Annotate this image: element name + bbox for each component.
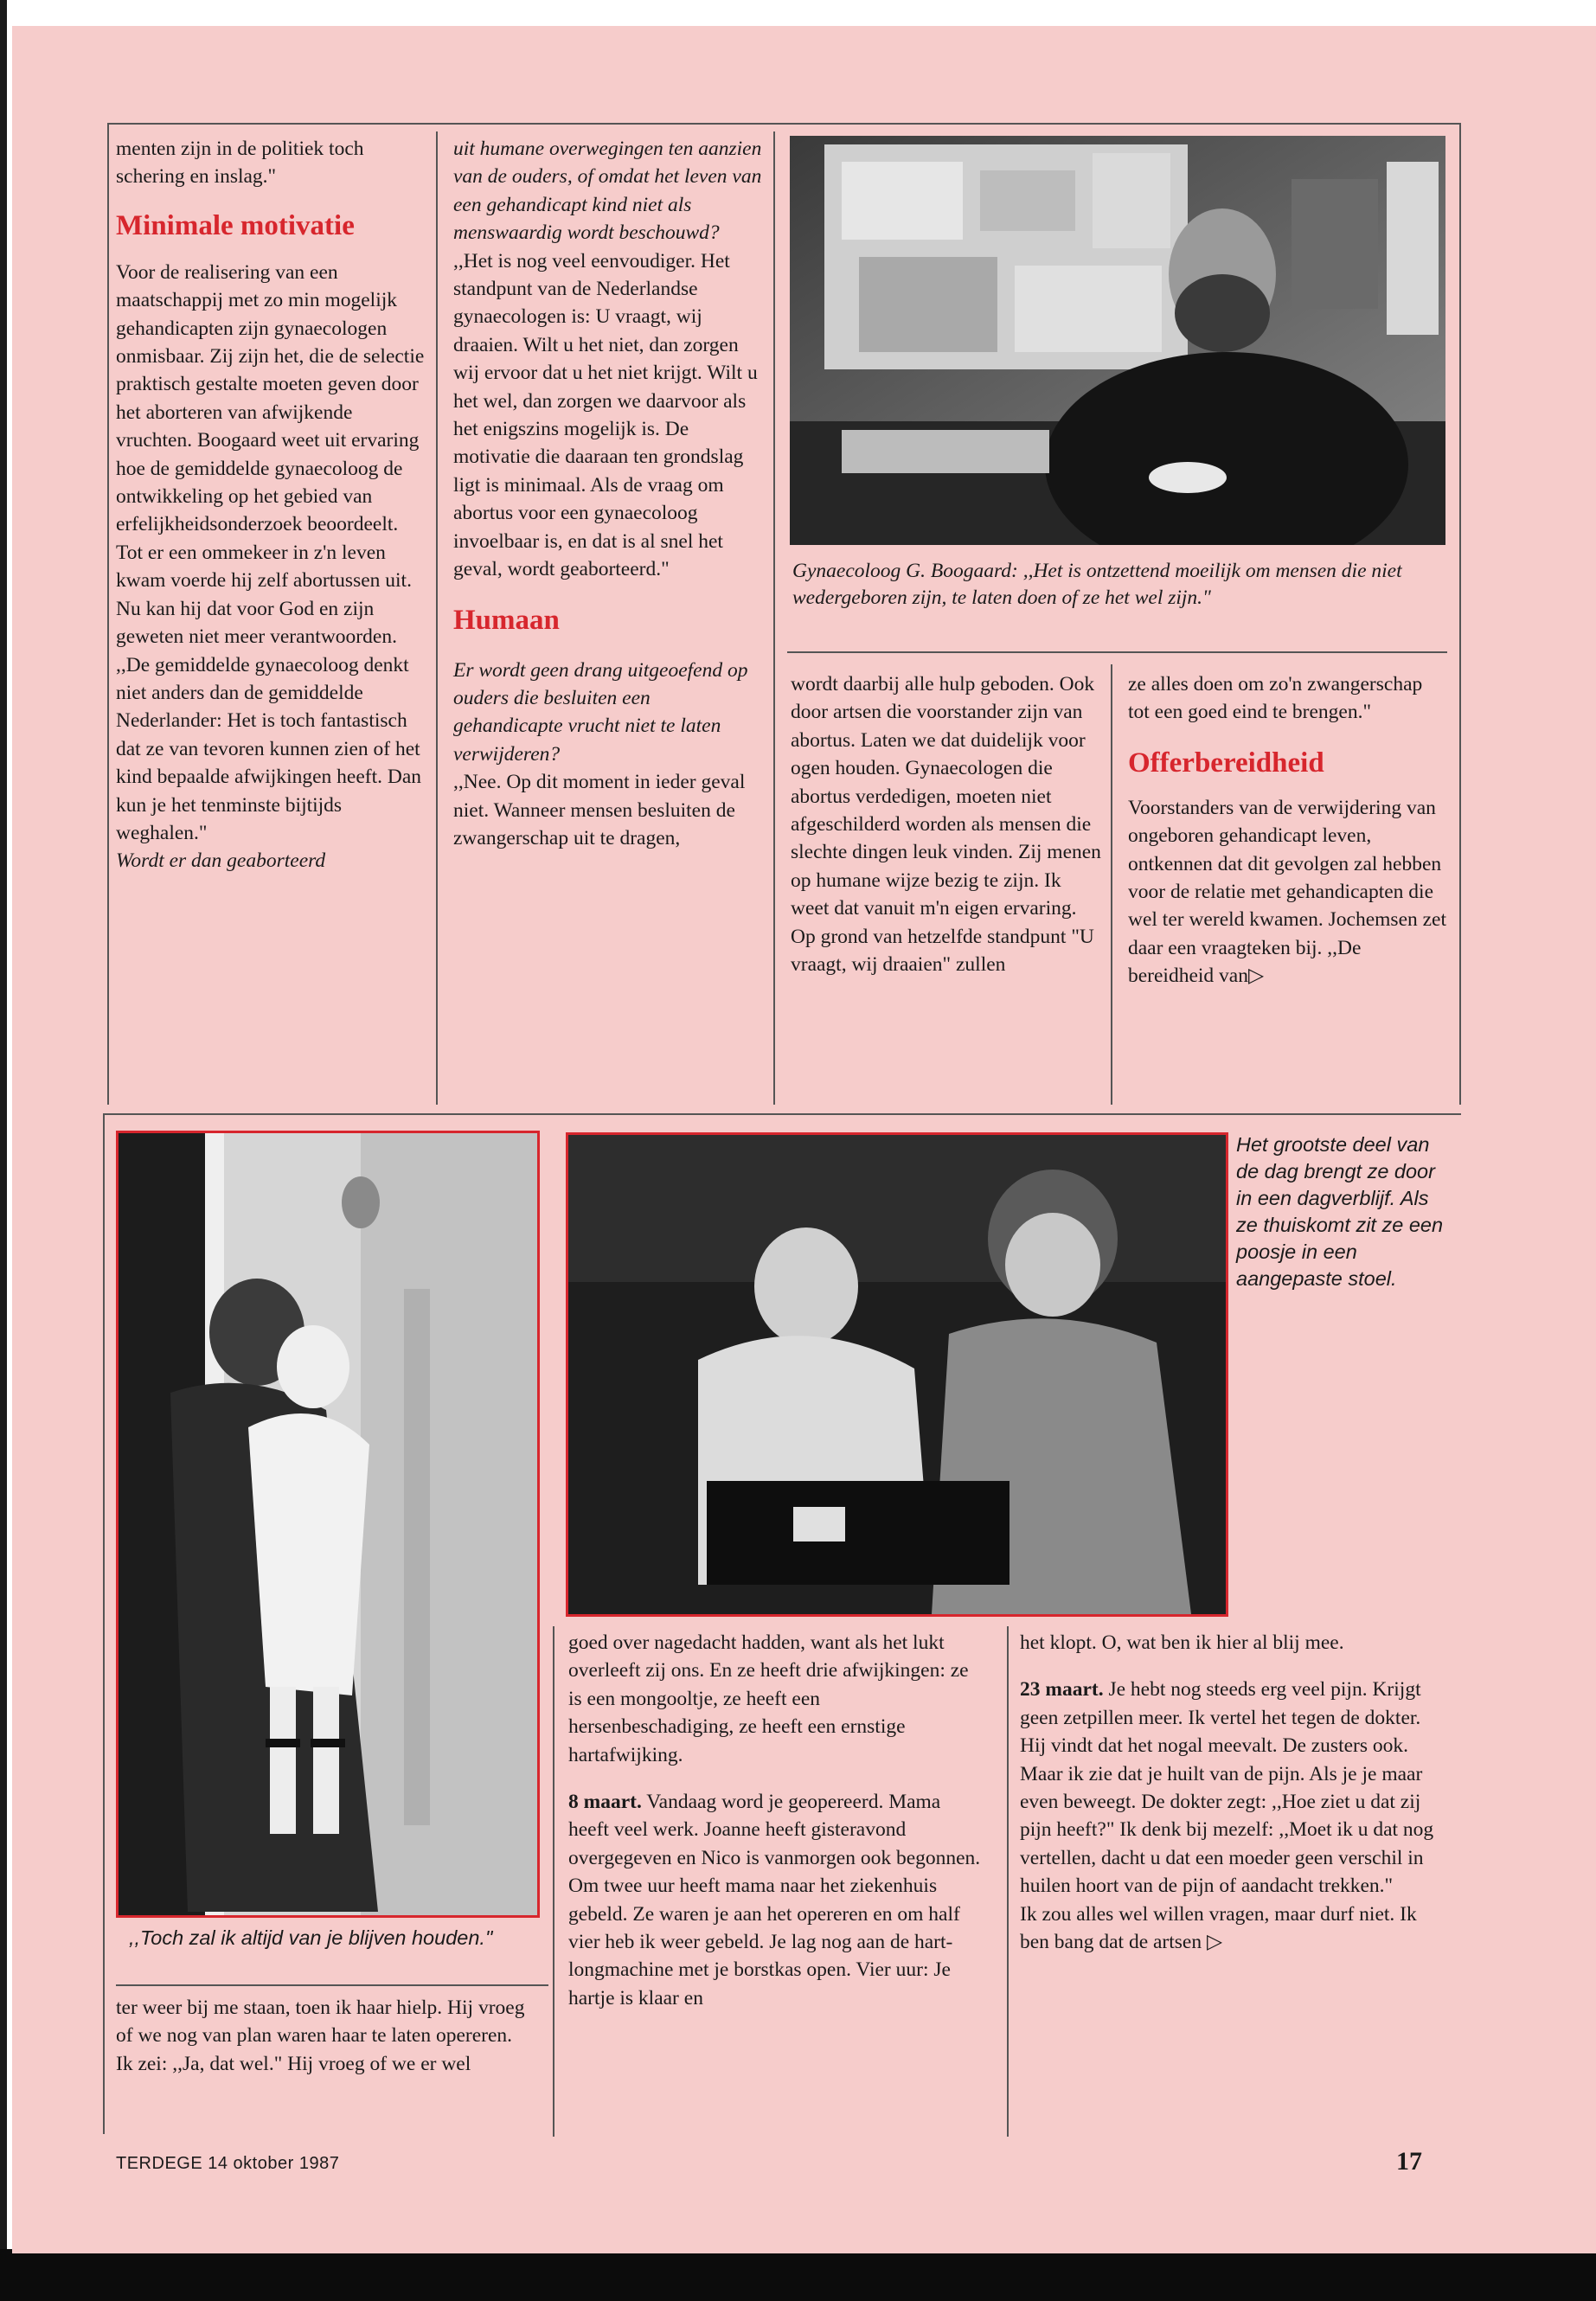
column-rule: [436, 131, 438, 1105]
diary-column-3: [1020, 1629, 1451, 1956]
issue-date: 14 oktober 1987: [208, 2154, 340, 2173]
article-column-1: [116, 135, 427, 875]
photo-caption: Gynaecoloog G. Boogaard: ,,Het is ontzettend moeilijk om mensen die niet wedergeboren zijn, te laten doen of ze het wel zijn.": [792, 560, 1402, 609]
diary-column-2: [568, 1629, 984, 2012]
body-text-span: Je hebt nog steeds erg veel pijn. Krijgt geen zetpillen meer. Ik vertel het tegen de dokter. Hij vindt dat het nogal meevalt. De zusters ook. Maar ik zie dat je huilt van de pijn. Als je je maar even beweegt. De dokter zegt: ,,Hoe ziet u dat zij pijn heeft?" Ik denk bij mezelf: ,,Moet ik u dat nog vertellen, dacht u dat een moeder geen verschil in huilen hoort van de pijn of aandacht trekken.": [1020, 1678, 1434, 1898]
frame-left: [107, 123, 109, 1105]
photo-mother-child-image: [119, 1133, 537, 1915]
photo-caption: Het grootste deel van de dag brengt ze door in een dagverblijf. Als ze thuiskomt zit ze een poosje in een aangepaste stoel.: [1236, 1133, 1444, 1290]
scan-edge: [0, 0, 7, 2249]
column-rule: [773, 131, 775, 1105]
body-text: het klopt. O, wat ben ik hier al blij mee.: [1020, 1631, 1344, 1654]
body-text-span: Voorstanders van de verwijdering van ongeboren gehandicapt leven, ontkennen dat dit gevolgen zal hebben voor de relatie met gehandicapten die wel ter wereld kwamen. Jochemsen zet daar een vraagteken bij. ,,De bereidheid van: [1128, 796, 1447, 988]
section-heading: Minimale motivatie: [116, 209, 355, 241]
diary-date: 23 maart.: [1020, 1678, 1104, 1702]
body-text-span: Vandaag word je geopereerd. Mama heeft veel werk. Joanne heeft gisteravond overgegeven en Nico is vanmorgen ook begonnen. Om twee uur heeft mama naar het ziekenhuis gebeld. Ze waren je aan het opereren en om half vier heb ik weer gebeld. Je lag nog aan de hart-longmachine met je borstkas open. Vier uur: Je hartje is klaar en: [568, 1791, 981, 2009]
footer-folio: [116, 2154, 339, 2174]
column-rule: [553, 1626, 554, 2137]
continue-arrow-icon: ▷: [1207, 1931, 1223, 1954]
continue-arrow-icon: ▷: [1247, 965, 1265, 988]
caption-rule: [116, 1984, 548, 1986]
article-column-3: [791, 670, 1104, 978]
body-text: menten zijn in de politiek toch schering en inslag.": [116, 138, 364, 189]
diary-column-1: [116, 1994, 531, 2078]
body-text: goed over nagedacht hadden, want als het lukt overleeft zij ons. En ze heeft drie afwijkingen: ze is een mongooltje, ze heeft een hersenbeschadiging, ze heeft een ernstige hartafwijking.: [568, 1631, 969, 1766]
interview-question: Wordt er dan geaborteerd: [116, 849, 326, 873]
photo-two-girls: [566, 1132, 1228, 1617]
scan-border: [0, 2249, 1596, 2301]
body-text: wordt daarbij alle hulp geboden. Ook door artsen die voorstander zijn van abortus. Laten we dat duidelijk voor ogen houden. Gynaecologen die abortus verdedigen, moeten niet afgeschilderd worden als mensen die slechte dingen leuk vinden. Zij menen op humane wijze bezig te zijn. Ik weet dat vanuit m'n eigen ervaring. Op grond van hetzelfde standpunt "U vraagt, wij draaien" zullen: [791, 673, 1101, 977]
body-text: ze alles doen om zo'n zwangerschap tot een goed eind te brengen.": [1128, 673, 1423, 724]
publication-name: TERDEGE: [116, 2154, 203, 2173]
body-text: ,,Het is nog veel eenvoudiger. Het standpunt van de Nederlandse gynaecologen is: U vraagt, wij draaien. Wilt u het niet, dan zorgen wij ervoor dat u het niet krijgt. Wilt u het wel, dan zorgen we daarvoor als het enigszins mogelijk is. De motivatie die daaraan ten grondslag ligt is minimaal. Als de vraag om abortus voor een gynaecoloog invoelbaar is, en dat is al snel het geval, wordt geaborteerd.": [453, 249, 758, 581]
section-heading: Humaan: [453, 604, 560, 636]
section-heading: Offerbereidheid: [1128, 747, 1324, 779]
interview-question: uit humane overwegingen ten aanzien van de ouders, of omdat het leven van een gehandicapt kind niet als menswaardig wordt beschouwd?: [453, 138, 762, 245]
photo-two-girls-image: [568, 1135, 1226, 1614]
column-rule: [1111, 664, 1112, 1105]
photo-mother-child: [116, 1131, 540, 1918]
column-rule: [1007, 1626, 1009, 2137]
article-column-4: [1128, 670, 1448, 990]
frame-left-lower: [103, 1113, 105, 2134]
top-rule: [107, 123, 1459, 125]
middle-rule: [103, 1113, 1461, 1115]
caption-rule: [787, 651, 1447, 653]
body-text: ter weer bij me staan, toen ik haar hielp. Hij vroeg of we nog van plan waren haar te laten opereren. Ik zei: ,,Ja, dat wel." Hij vroeg of we er wel: [116, 1997, 525, 2075]
photo-gynaecologist-image: [790, 136, 1445, 545]
body-text-span: Ik zou alles wel willen vragen, maar durf niet. Ik ben bang dat de artsen: [1020, 1902, 1417, 1954]
photo-gynaecologist: [790, 136, 1445, 545]
body-text: [1020, 1676, 1451, 1900]
body-text: [1128, 794, 1448, 990]
body-text: [1020, 1900, 1451, 1957]
frame-right: [1459, 123, 1461, 1105]
photo-caption: ,,Toch zal ik altijd van je blijven houden.": [129, 1926, 493, 1949]
body-text: Voor de realisering van een maatschappij met zo min mogelijk gehandicapten zijn gynaecologen onmisbaar. Zij zijn het, die de selectie praktisch gestalte moeten geven door het aborteren van afwijkende vruchten. Boogaard weet uit ervaring hoe de gemiddelde gynaecoloog de ontwikkeling op het gebied van erfelijkheidsonderzoek beoordeelt. Tot er een ommekeer in z'n leven kwam voerde hij zelf abortussen uit. Nu kan hij dat voor God en zijn geweten niet meer verantwoorden. ,,De gemiddelde gynaecoloog denkt niet anders dan de gemiddelde Nederlander: Het is toch fantastisch dat ze van tevoren kunnen zien of het kind bepaalde afwijkingen heeft. Dan kun je het tenminste bijtijds weghalen.": [116, 260, 425, 844]
magazine-page: [12, 26, 1596, 2253]
diary-date: 8 maart.: [568, 1791, 642, 1814]
interview-question: Er wordt geen drang uitgeoefend op ouders die besluiten een gehandicapte vrucht niet te laten verwijderen?: [453, 658, 748, 766]
article-column-2: [453, 135, 765, 852]
body-text: [568, 1788, 984, 2012]
body-text: ,,Nee. Op dit moment in ieder geval niet. Wanneer mensen besluiten de zwangerschap uit te dragen,: [453, 771, 746, 849]
page-number: 17: [1396, 2147, 1422, 2176]
